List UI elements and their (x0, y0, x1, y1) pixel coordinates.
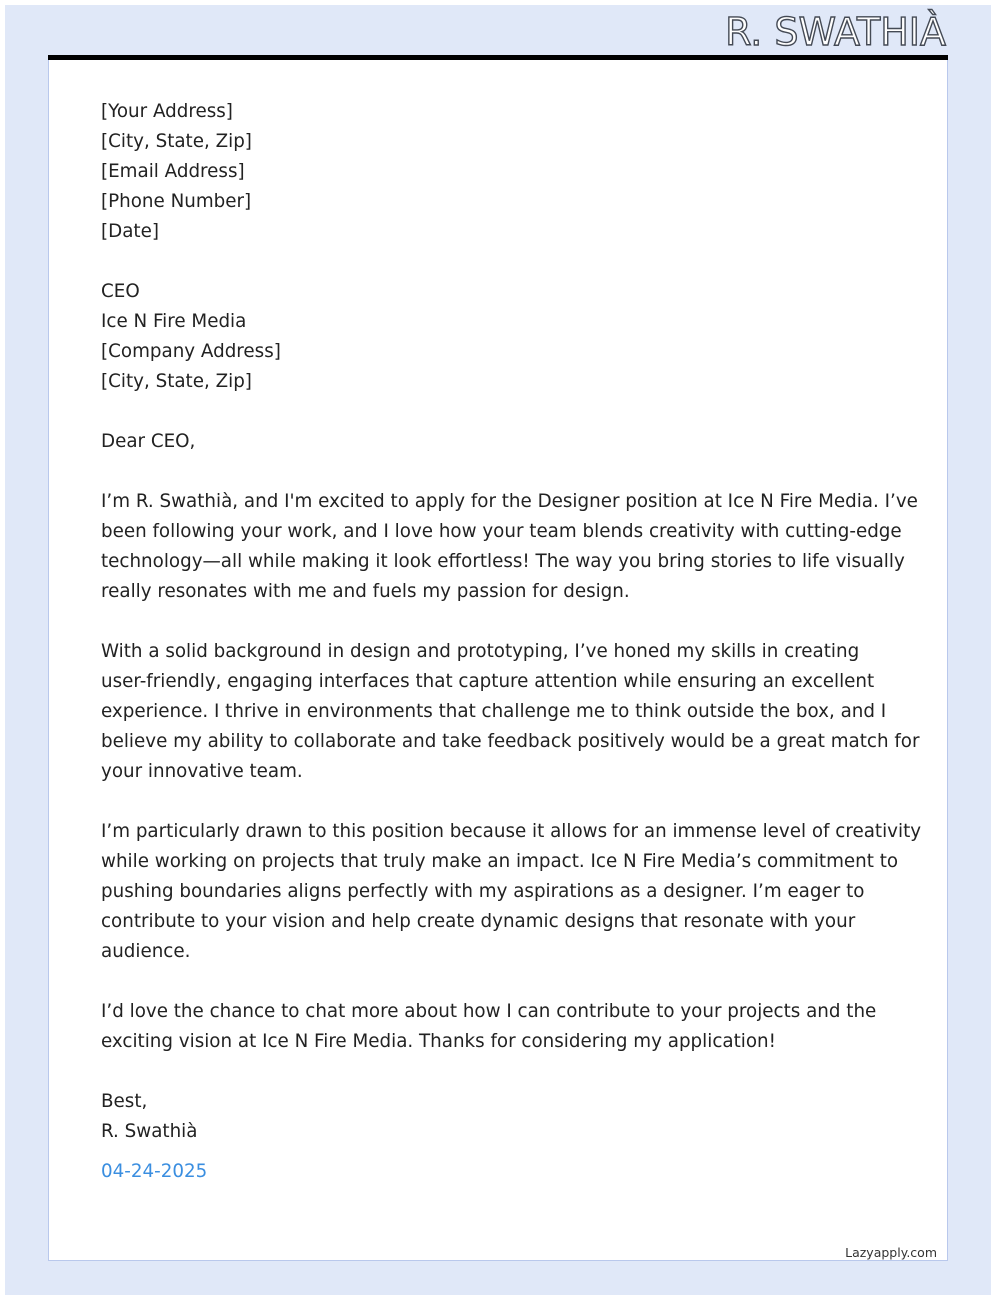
recipient-title: CEO (101, 281, 140, 302)
paragraph-line: really resonates with me and fuels my passion for design. (101, 581, 630, 602)
paragraph-line: I’m R. Swathià, and I'm excited to apply for the Designer position at Ice N Fire Media. I’ve (101, 491, 918, 512)
sender-date: [Date] (101, 221, 159, 242)
paragraph-line: audience. (101, 941, 191, 962)
closing-date: 04-24-2025 (101, 1161, 208, 1182)
paragraph-line: With a solid background in design and prototyping, I’ve honed my skills in creating (101, 641, 860, 662)
spacer (101, 457, 901, 487)
body-paragraph-3 (101, 817, 922, 967)
closing-block (101, 1087, 901, 1187)
spacer (101, 397, 901, 427)
recipient-city-state-zip: [City, State, Zip] (101, 371, 252, 392)
paragraph-line: been following your work, and I love how your team blends creativity with cutting-edge (101, 521, 902, 542)
body-paragraph-2 (101, 637, 920, 787)
spacer (101, 607, 901, 637)
recipient-address: [Company Address] (101, 341, 281, 362)
body-paragraph-1 (101, 487, 918, 607)
spacer (101, 967, 901, 997)
closing-signoff: Best, (101, 1091, 148, 1112)
paragraph-line: your innovative team. (101, 761, 303, 782)
spacer (101, 787, 901, 817)
paragraph-line: experience. I thrive in environments that challenge me to think outside the box, and I (101, 701, 887, 722)
recipient-block (101, 277, 901, 397)
paragraph-line: I’d love the chance to chat more about how I can contribute to your projects and the (101, 1001, 877, 1022)
body-paragraph-4 (101, 997, 901, 1057)
paragraph-line: believe my ability to collaborate and take feedback positively would be a great match for (101, 731, 920, 752)
paragraph-line: pushing boundaries aligns perfectly with my aspirations as a designer. I’m eager to (101, 881, 865, 902)
paragraph-line: while working on projects that truly make an impact. Ice N Fire Media’s commitment to (101, 851, 899, 872)
sender-city-state-zip: [City, State, Zip] (101, 131, 252, 152)
paragraph-line: user-friendly, engaging interfaces that capture attention while ensuring an excellent (101, 671, 875, 692)
paragraph-line: technology—all while making it look effortless! The way you bring stories to life visually (101, 551, 905, 572)
paragraph-line: I’m particularly drawn to this position because it allows for an immense level of creativity (101, 821, 922, 842)
closing-name: R. Swathià (101, 1121, 198, 1142)
footer-brand: Lazyapply.com (845, 1245, 937, 1260)
recipient-company: Ice N Fire Media (101, 311, 247, 332)
sender-email: [Email Address] (101, 161, 245, 182)
letter-page (48, 60, 948, 1261)
salutation: Dear CEO, (101, 431, 196, 452)
sender-block (101, 97, 901, 247)
paragraph-line: contribute to your vision and help create dynamic designs that resonate with your (101, 911, 856, 932)
sender-address: [Your Address] (101, 101, 233, 122)
sender-phone: [Phone Number] (101, 191, 252, 212)
letter-body (101, 97, 922, 1187)
spacer (101, 1057, 901, 1087)
paragraph-line: exciting vision at Ice N Fire Media. Thanks for considering my application! (101, 1031, 776, 1052)
header-name-title: R. SWATHIÀ (725, 10, 946, 54)
spacer (101, 247, 901, 277)
